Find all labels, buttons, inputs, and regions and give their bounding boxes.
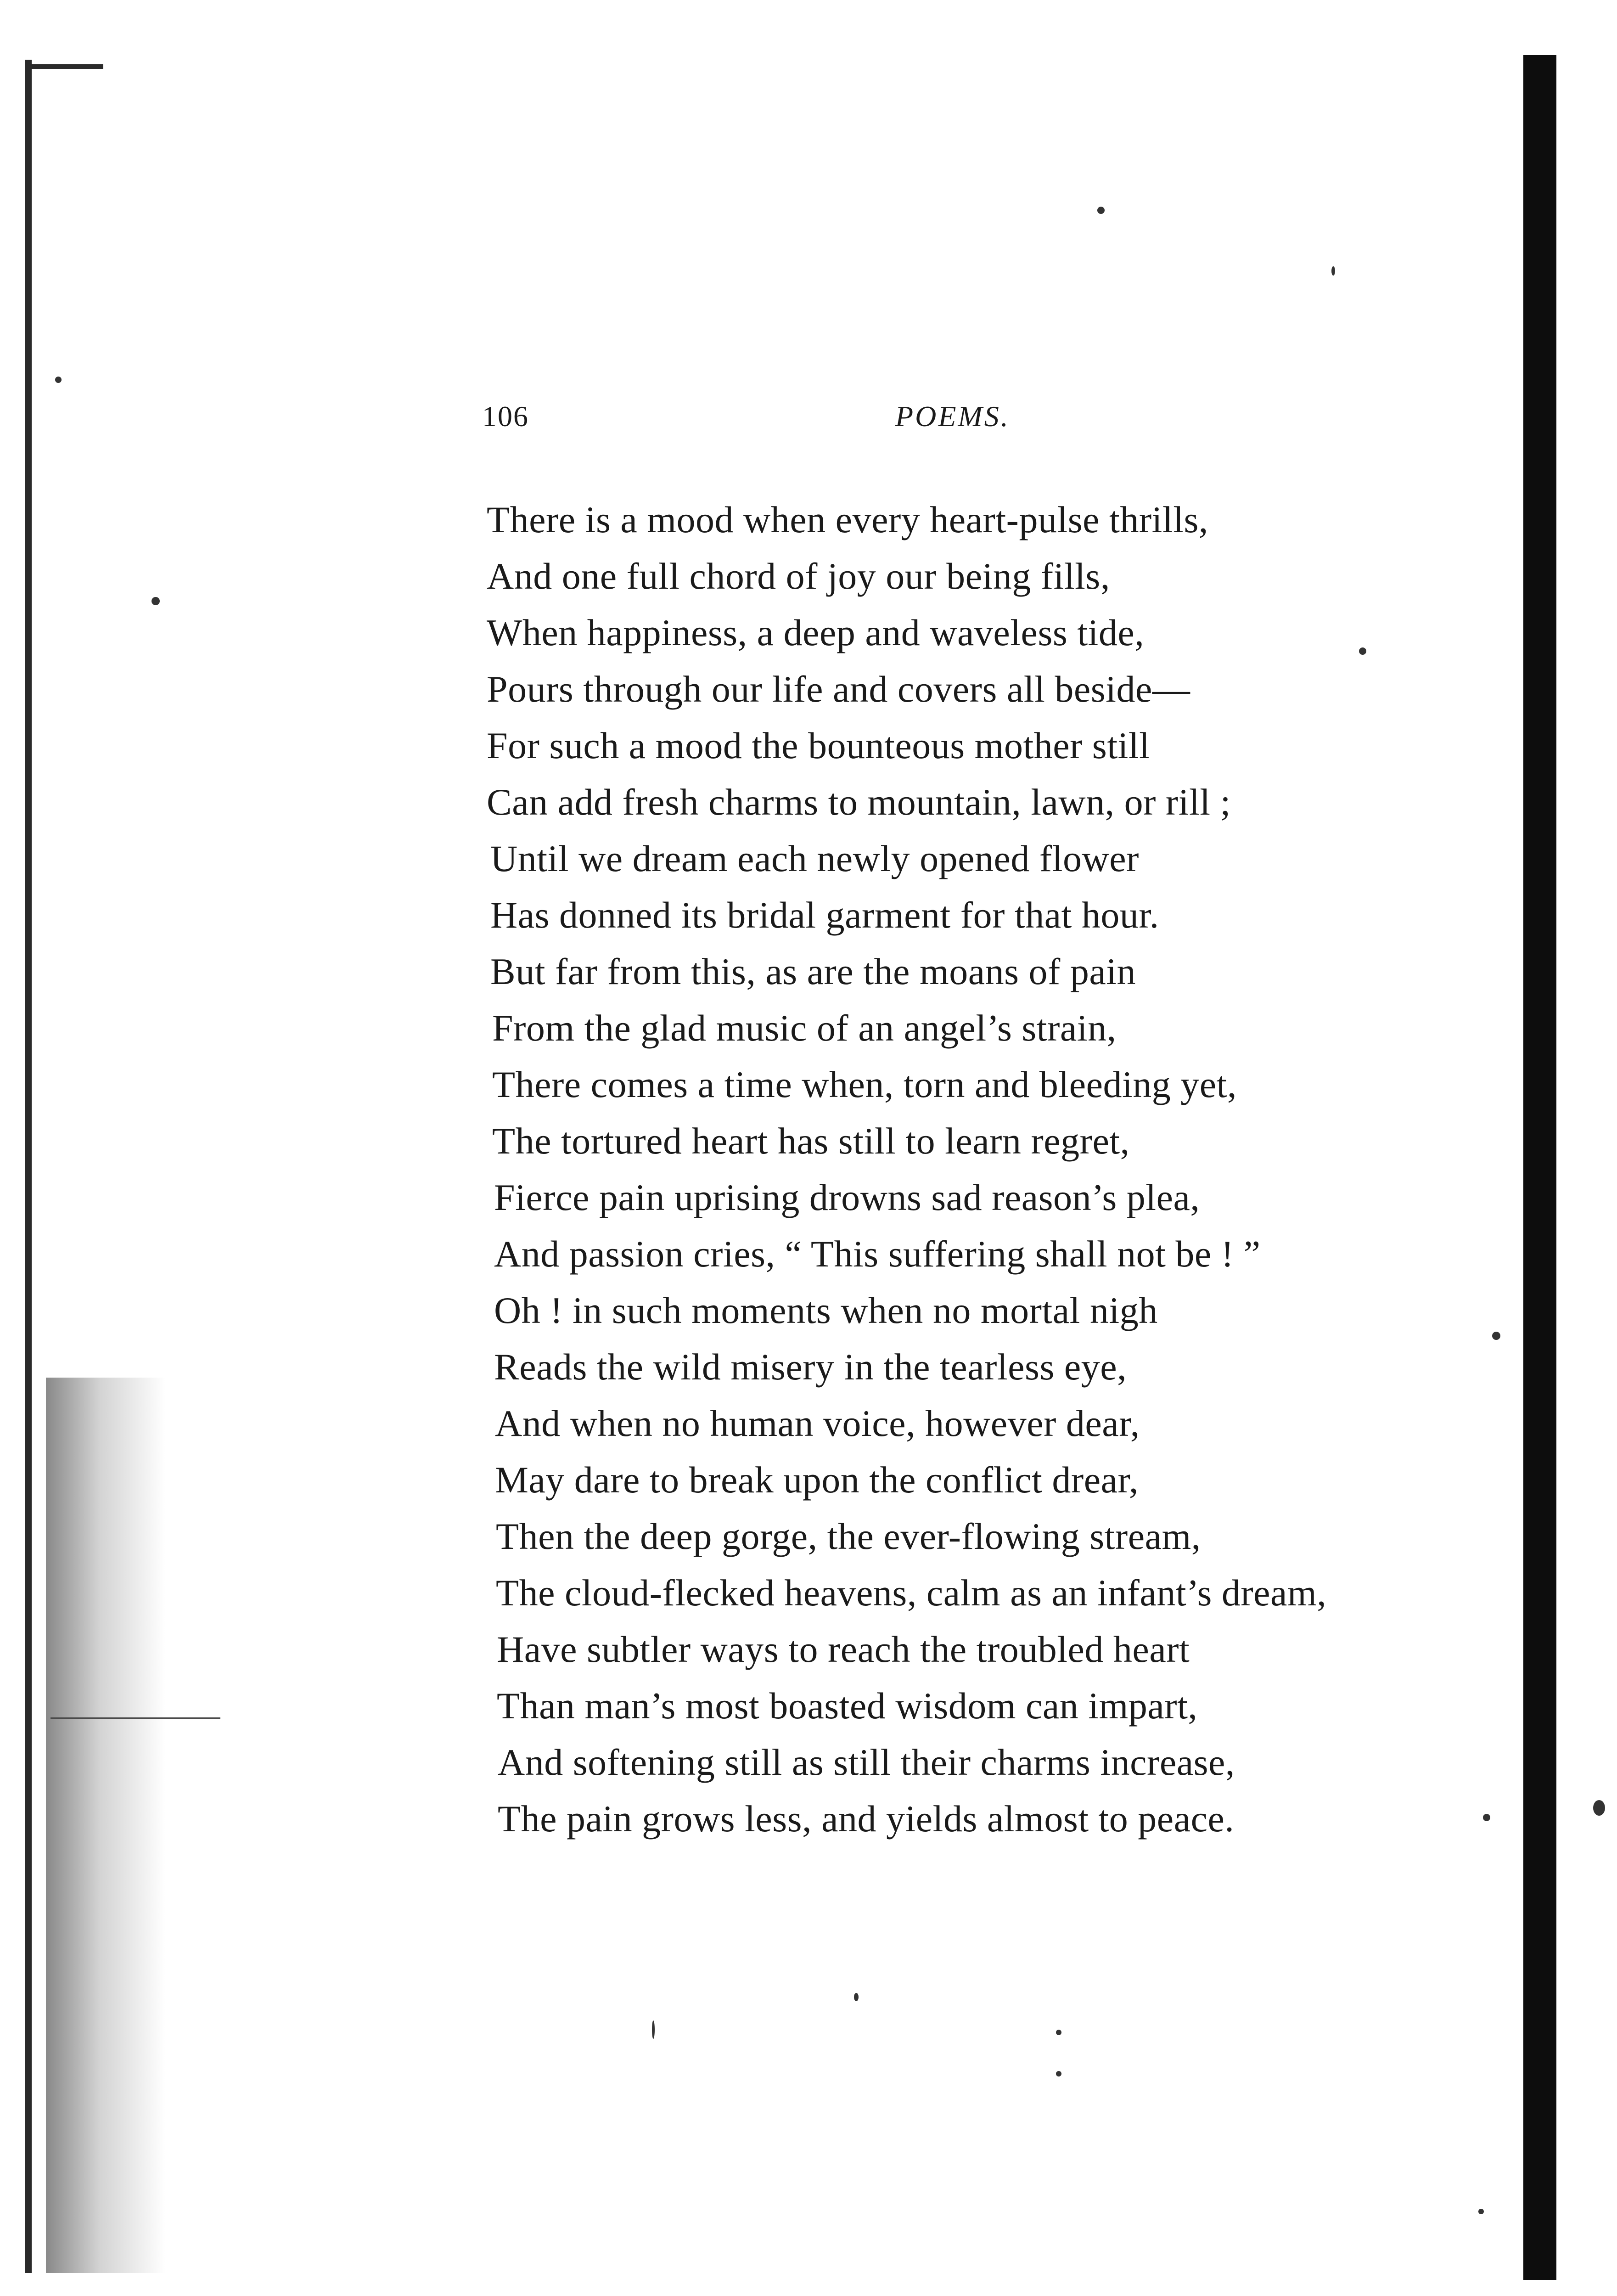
scan-speck	[1359, 647, 1366, 655]
poem-line: There comes a time when, torn and bleeding yet,	[492, 1064, 1237, 1105]
scan-speck	[55, 377, 62, 383]
scan-speck	[1097, 207, 1105, 214]
poem-line: But far from this, as are the moans of pain	[490, 951, 1136, 992]
scan-speck	[1056, 2030, 1061, 2035]
poem-line: Until we dream each newly opened flower	[490, 838, 1139, 879]
binding-edge	[25, 60, 32, 2273]
poem-line: There is a mood when every heart-pulse thrills,	[487, 499, 1208, 540]
scan-speck	[1483, 1814, 1490, 1821]
poem-line: And when no human voice, however dear,	[495, 1402, 1140, 1444]
running-title: POEMS.	[895, 400, 1010, 433]
poem-line: From the glad music of an angel’s strain,	[492, 1007, 1117, 1049]
poem-line: When happiness, a deep and waveless tide,	[487, 612, 1145, 653]
poem-line: Then the deep gorge, the ever-flowing stream,	[496, 1515, 1201, 1557]
poem-line: For such a mood the bounteous mother still	[487, 725, 1150, 766]
scan-speck	[1331, 266, 1335, 276]
binding-mark	[25, 64, 103, 69]
poem-line: Fierce pain uprising drowns sad reason’s plea,	[494, 1176, 1200, 1218]
poem-text	[487, 491, 1497, 1847]
running-header	[482, 390, 1042, 441]
scan-speck	[652, 2020, 655, 2039]
scan-edge-bar	[1523, 55, 1556, 2280]
poem-line: The cloud-flecked heavens, calm as an infant’s dream,	[496, 1572, 1327, 1614]
poem-line: May dare to break upon the conflict drear,	[495, 1459, 1139, 1501]
poem-line: The tortured heart has still to learn regret,	[492, 1120, 1130, 1162]
poem-line: Has donned its bridal garment for that hour.	[490, 894, 1159, 936]
poem-line: And passion cries, “ This suffering shall not be ! ”	[494, 1233, 1261, 1275]
binding-rule	[51, 1717, 220, 1719]
poem-line: Can add fresh charms to mountain, lawn, or rill ;	[487, 781, 1231, 823]
scan-speck	[1478, 2209, 1484, 2214]
scan-speck	[1593, 1800, 1605, 1816]
scan-speck	[1492, 1332, 1500, 1340]
scan-speck	[152, 597, 160, 605]
poem-line: The pain grows less, and yields almost to peace.	[498, 1798, 1235, 1840]
poem-line: Oh ! in such moments when no mortal nigh	[494, 1289, 1158, 1331]
poem-line: Have subtler ways to reach the troubled heart	[497, 1628, 1190, 1670]
scan-speck	[1056, 2071, 1061, 2077]
poem-line: And softening still as still their charms increase,	[498, 1741, 1235, 1783]
poem-line: Pours through our life and covers all beside—	[487, 668, 1190, 710]
poem-line: And one full chord of joy our being fills,	[487, 555, 1110, 597]
poem-line: Than man’s most boasted wisdom can impart,	[497, 1685, 1198, 1727]
scan-speck	[854, 1993, 859, 2001]
page-number: 106	[482, 400, 529, 433]
poem-line: Reads the wild misery in the tearless eye,	[494, 1346, 1127, 1388]
binding-shadow	[46, 1378, 165, 2273]
